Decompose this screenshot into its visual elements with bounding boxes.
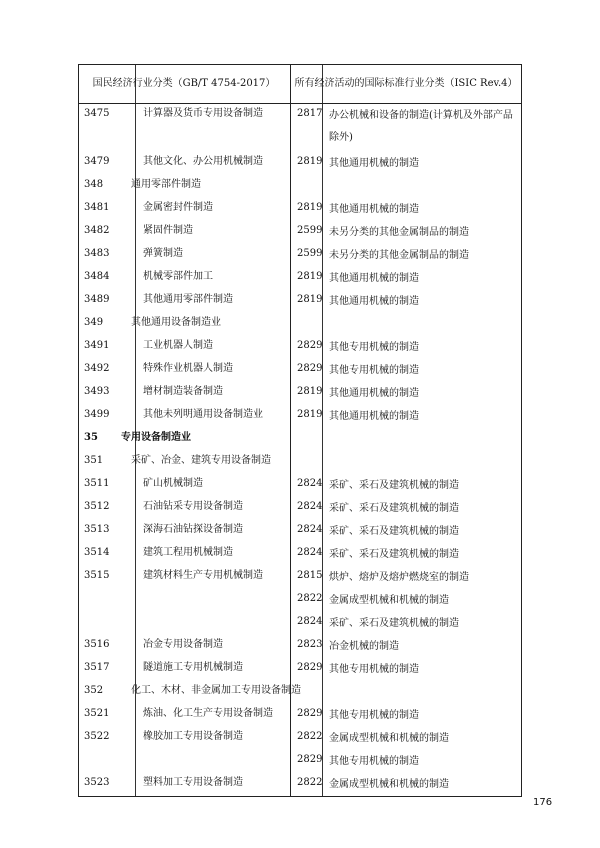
isic-name: 金属成型机械和机械的制造 [329,779,449,790]
gbt-code: 3516 [84,639,110,650]
isic-code: 2819 [297,156,323,167]
isic-code: 2819 [297,202,323,213]
isic-code: 2824 [297,547,323,558]
isic-code: 2599 [297,248,323,259]
gbt-code: 3493 [84,386,110,397]
gbt-name: 矿山机械制造 [143,478,203,489]
gbt-name: 专用设备制造业 [121,432,191,443]
gbt-code: 35 [84,432,98,443]
gbt-code: 3475 [84,108,110,119]
gbt-code: 3483 [84,248,110,259]
gbt-code: 3479 [84,156,110,167]
isic-name: 金属成型机械和机械的制造 [329,733,449,744]
isic-name: 金属成型机械和机械的制造 [329,595,449,606]
gbt-code: 352 [84,685,104,696]
gbt-name: 石油钻采专用设备制造 [143,501,243,512]
gbt-code: 3515 [84,570,110,581]
isic-name: 采矿、采石及建筑机械的制造 [329,618,459,629]
gbt-code: 3484 [84,271,110,282]
isic-name: 其他专用机械的制造 [329,365,419,376]
gbt-name: 冶金专用设备制造 [143,639,223,650]
isic-code: 2824 [297,478,323,489]
gbt-code: 3514 [84,547,110,558]
isic-column-divider [322,65,323,796]
isic-code: 2824 [297,524,323,535]
isic-name: 未另分类的其他金属制品的制造 [329,250,469,261]
isic-code: 2817 [297,108,323,119]
isic-code: 2822 [297,593,323,604]
gbt-name: 机械零部件加工 [143,271,213,282]
gbt-name: 其他未列明通用设备制造业 [143,409,263,420]
isic-name: 其他通用机械的制造 [329,296,419,307]
gbt-code: 3513 [84,524,110,535]
isic-name: 其他专用机械的制造 [329,756,419,767]
isic-code: 2824 [297,501,323,512]
gbt-name: 其他通用设备制造业 [131,317,221,328]
isic-code: 2819 [297,386,323,397]
gbt-code: 3512 [84,501,110,512]
isic-code: 2819 [297,271,323,282]
isic-code: 2829 [297,363,323,374]
gbt-code: 3482 [84,225,110,236]
isic-name: 采矿、采石及建筑机械的制造 [329,503,459,514]
classification-table [78,64,522,797]
gbt-name: 工业机器人制造 [143,340,213,351]
isic-code: 2815 [297,570,323,581]
table-header [78,65,522,104]
gbt-name: 增材制造装备制造 [143,386,223,397]
isic-code: 2829 [297,340,323,351]
gbt-name: 隧道施工专用机械制造 [143,662,243,673]
gbt-name: 建筑工程用机械制造 [143,547,233,558]
gbt-code: 3481 [84,202,110,213]
gbt-code: 351 [84,455,104,466]
gbt-name: 紧固件制造 [143,225,193,236]
isic-code: 2829 [297,754,323,765]
gbt-name: 金属密封件制造 [143,202,213,213]
isic-code: 2822 [297,731,323,742]
gbt-code: 3521 [84,708,110,719]
isic-name: 办公机械和设备的制造(计算机及外部产品除外) [329,110,513,143]
gbt-name: 化工、木材、非金属加工专用设备制造 [131,685,301,696]
isic-name: 其他通用机械的制造 [329,388,419,399]
isic-name: 其他专用机械的制造 [329,342,419,353]
isic-name: 烘炉、熔炉及熔炉燃烧室的制造 [329,572,469,583]
isic-name: 其他通用机械的制造 [329,273,419,284]
isic-code: 2819 [297,294,323,305]
isic-code: 2819 [297,409,323,420]
gbt-name: 弹簧制造 [143,248,183,259]
table-left-border [78,65,79,796]
isic-code: 2829 [297,708,323,719]
isic-name: 其他专用机械的制造 [329,710,419,721]
isic-code: 2822 [297,777,323,788]
gbt-name: 其他文化、办公用机械制造 [143,156,263,167]
gbt-code: 3492 [84,363,110,374]
gbt-name: 炼油、化工生产专用设备制造 [143,708,273,719]
gbt-code: 3517 [84,662,110,673]
isic-code: 2823 [297,639,323,650]
gbt-code: 349 [84,317,104,328]
gbt-name: 橡胶加工专用设备制造 [143,731,243,742]
gbt-name: 采矿、冶金、建筑专用设备制造 [131,455,271,466]
isic-name: 采矿、采石及建筑机械的制造 [329,526,459,537]
header-isic: 所有经济活动的国际标准行业分类（ISIC Rev.4） [294,78,518,89]
gbt-code: 3522 [84,731,110,742]
isic-name: 其他专用机械的制造 [329,664,419,675]
gbt-code: 3523 [84,777,110,788]
isic-name: 未另分类的其他金属制品的制造 [329,227,469,238]
gbt-code: 3489 [84,294,110,305]
isic-name: 其他通用机械的制造 [329,158,419,169]
isic-code: 2599 [297,225,323,236]
isic-code: 2829 [297,662,323,673]
gbt-code: 3511 [84,478,110,489]
gbt-name: 建筑材料生产专用机械制造 [143,570,263,581]
gbt-name: 特殊作业机器人制造 [143,363,233,374]
gbt-name: 深海石油钻探设备制造 [143,524,243,535]
gbt-code: 3499 [84,409,110,420]
isic-name: 采矿、采石及建筑机械的制造 [329,480,459,491]
isic-name: 其他通用机械的制造 [329,411,419,422]
gbt-name: 其他通用零部件制造 [143,294,233,305]
gbt-code: 3491 [84,340,110,351]
table-right-border [521,65,522,796]
gbt-name: 塑料加工专用设备制造 [143,777,243,788]
page-number: 176 [533,797,553,808]
gbt-code: 348 [84,179,104,190]
header-gbt: 国民经济行业分类（GB/T 4754-2017） [92,78,276,89]
gbt-name: 通用零部件制造 [131,179,201,190]
isic-name: 冶金机械的制造 [329,641,399,652]
isic-name: 采矿、采石及建筑机械的制造 [329,549,459,560]
isic-code: 2824 [297,616,323,627]
gbt-name: 计算器及货币专用设备制造 [143,108,263,119]
isic-name: 其他通用机械的制造 [329,204,419,215]
